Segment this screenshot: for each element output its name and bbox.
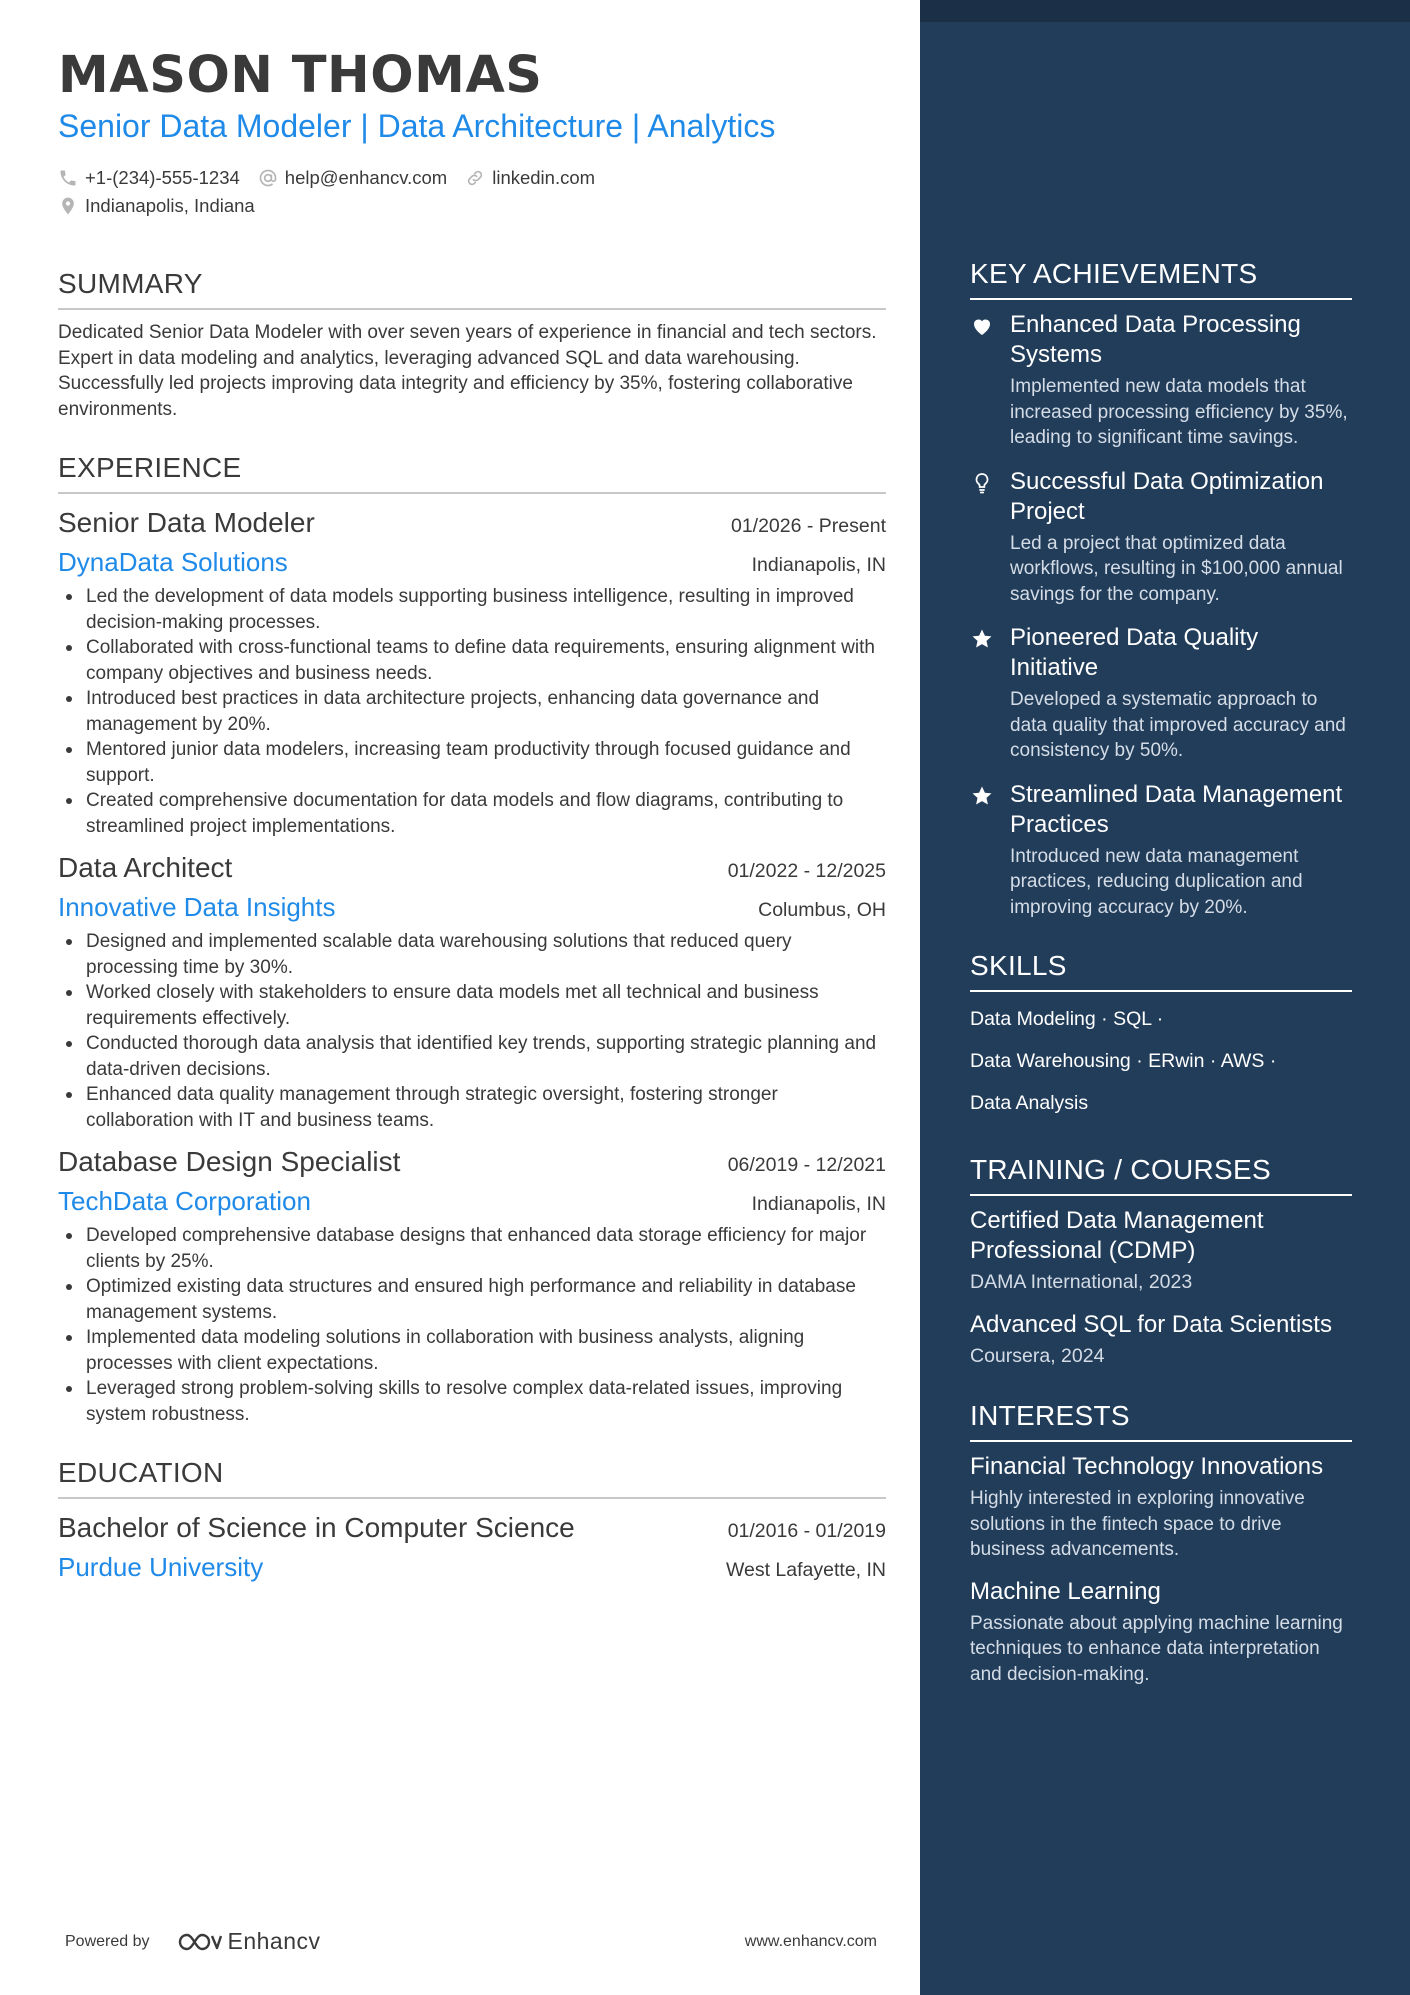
bullet-item: Enhanced data quality management through strategic oversight, fostering stronger collaboration with IT and business teams. [58,1082,886,1133]
experience-section [58,450,886,1427]
education-title: EDUCATION [58,1455,886,1499]
summary-section [58,266,886,422]
candidate-name: MASON THOMAS [58,46,543,105]
course-item [970,1206,1352,1296]
interest-desc: Passionate about applying machine learning techniques to enhance data interpretation and decision-making. [970,1612,1343,1685]
skills-row: Data Analysis [970,1092,1089,1114]
skills-title: SKILLS [970,948,1352,992]
achievement-title: Enhanced Data Processing Systems [1010,311,1301,368]
website-link[interactable]: www.enhancv.com [744,1932,877,1950]
enhancv-logo-icon [176,1930,222,1954]
education-entry [58,1509,886,1585]
lightbulb-icon [970,467,1010,608]
course-item [970,1310,1352,1370]
job-dates: 01/2026 - Present [730,515,886,537]
education-location: West Lafayette, IN [725,1559,886,1581]
sidebar-column [970,256,1352,1687]
achievements-title: KEY ACHIEVEMENTS [970,256,1352,300]
star-icon [970,780,1010,921]
job-dates: 06/2019 - 12/2021 [727,1154,886,1176]
bullet-item: Mentored junior data modelers, increasing team productivity through focused guidance and support. [58,737,886,788]
job-bullets [58,929,886,1133]
achievement-item [970,780,1352,921]
degree-title: Bachelor of Science in Computer Science [58,1512,575,1543]
bullet-item: Optimized existing data structures and ensured high performance and reliability in database management systems. [58,1274,886,1325]
course-title: Certified Data Management Professional (CDMP) [970,1207,1264,1264]
achievement-desc: Implemented new data models that increased processing efficiency by 35%, leading to significant time savings. [1010,376,1348,448]
interest-item [970,1577,1352,1688]
achievement-desc: Introduced new data management practices, reducing duplication and improving accuracy by 20%. [1010,845,1303,918]
brand-name: Enhancv [227,1928,321,1954]
candidate-headline: Senior Data Modeler | Data Architecture | Analytics [58,108,776,144]
star-icon [970,623,1010,764]
job-location: Columbus, OH [758,899,886,921]
experience-entry [58,849,886,1133]
achievement-title: Pioneered Data Quality Initiative [1010,624,1259,681]
achievement-desc: Led a project that optimized data workflows, resulting in $100,000 annual savings for the company. [1010,532,1343,605]
education-section [58,1455,886,1585]
skills-section [970,948,1352,1124]
job-bullets [58,1223,886,1427]
bullet-item: Introduced best practices in data architecture projects, enhancing data governance and management by 20%. [58,686,886,737]
link-icon [465,168,485,188]
achievement-desc: Developed a systematic approach to data quality that improved accuracy and consistency by 50%. [1010,689,1346,761]
interests-title: INTERESTS [970,1398,1352,1442]
achievements-section [970,256,1352,920]
company-name: DynaData Solutions [58,547,288,577]
linkedin-text: linkedin.com [492,167,596,188]
job-title: Data Architect [58,852,233,883]
skills-row: Data Warehousing · ERwin · AWS · [970,1050,1277,1072]
powered-by [65,1928,321,1955]
experience-title: EXPERIENCE [58,450,886,494]
interest-title: Financial Technology Innovations [970,1453,1324,1480]
experience-entry [58,1143,886,1427]
bullet-item: Implemented data modeling solutions in collaboration with business analysts, aligning processes with client expectations. [58,1325,886,1376]
experience-entry [58,504,886,839]
achievement-item [970,467,1352,608]
phone-contact[interactable] [58,164,240,192]
job-dates: 01/2022 - 12/2025 [727,860,886,882]
email-contact[interactable] [258,164,447,192]
achievement-title: Successful Data Optimization Project [1010,467,1324,525]
interest-desc: Highly interested in exploring innovative solutions in the fintech space to drive business advancements. [970,1488,1305,1560]
location-text: Indianapolis, Indiana [85,195,255,216]
interest-title: Machine Learning [970,1577,1161,1605]
bullet-item: Worked closely with stakeholders to ensure data models met all technical and business requirements effectively. [58,980,886,1031]
company-name: TechData Corporation [58,1186,311,1216]
email-text: help@enhancv.com [284,167,448,188]
bullet-item: Created comprehensive documentation for data models and flow diagrams, contributing to streamlined project implementations. [58,788,886,839]
bullet-item: Collaborated with cross-functional teams to define data requirements, ensuring alignment with company objectives and business needs. [58,635,886,686]
job-location: Indianapolis, IN [751,554,886,576]
bullet-item: Developed comprehensive database designs that enhanced data storage efficiency for major clients by 25%. [58,1223,886,1274]
interest-item [970,1452,1352,1563]
phone-icon [58,168,78,188]
education-dates: 01/2016 - 01/2019 [727,1520,886,1542]
job-title: Database Design Specialist [58,1146,401,1177]
interests-section [970,1398,1352,1687]
courses-section [970,1152,1352,1370]
contact-info [58,164,886,220]
courses-title: TRAINING / COURSES [970,1152,1352,1196]
bullet-item: Designed and implemented scalable data warehousing solutions that reduced query processing time by 30%. [58,929,886,980]
footer [65,1928,880,1955]
skills-row: Data Modeling · SQL · [970,1008,1164,1030]
course-provider: DAMA International, 2023 [970,1271,1193,1293]
phone-text: +1-(234)-555-1234 [85,167,240,188]
at-icon [258,168,278,188]
enhancv-logo[interactable] [176,1928,321,1955]
job-bullets [58,584,886,839]
linkedin-contact[interactable] [465,164,595,192]
school-name: Purdue University [58,1552,264,1582]
summary-title: SUMMARY [58,266,886,310]
company-name: Innovative Data Insights [58,892,336,922]
powered-by-label: Powered by [65,1932,150,1950]
achievement-item [970,310,1352,451]
bullet-item: Led the development of data models supporting business intelligence, resulting in improved decision-making processes. [58,584,886,635]
course-provider: Coursera, 2024 [970,1345,1105,1367]
bullet-item: Leveraged strong problem-solving skills to resolve complex data-related issues, improving system robustness. [58,1376,886,1427]
heart-icon [970,310,1010,451]
skills-list [970,998,1352,1124]
bullet-item: Conducted thorough data analysis that identified key trends, supporting strategic planning and data-driven decisions. [58,1031,886,1082]
main-column [58,44,886,1585]
summary-text: Dedicated Senior Data Modeler with over seven years of experience in financial and tech sectors. Expert in data modeling and analytics, leveraging advanced SQL and data warehousing. Successfully led projects improving data integrity and efficiency by 35%, fostering collaborative environments. [58,322,877,420]
location-contact [58,192,255,220]
achievement-item [970,623,1352,764]
job-location: Indianapolis, IN [751,1193,886,1215]
course-title: Advanced SQL for Data Scientists [970,1311,1332,1338]
location-pin-icon [58,196,78,216]
job-title: Senior Data Modeler [58,507,315,538]
achievement-title: Streamlined Data Management Practices [1010,780,1343,838]
sidebar-top-bar [920,0,1410,22]
